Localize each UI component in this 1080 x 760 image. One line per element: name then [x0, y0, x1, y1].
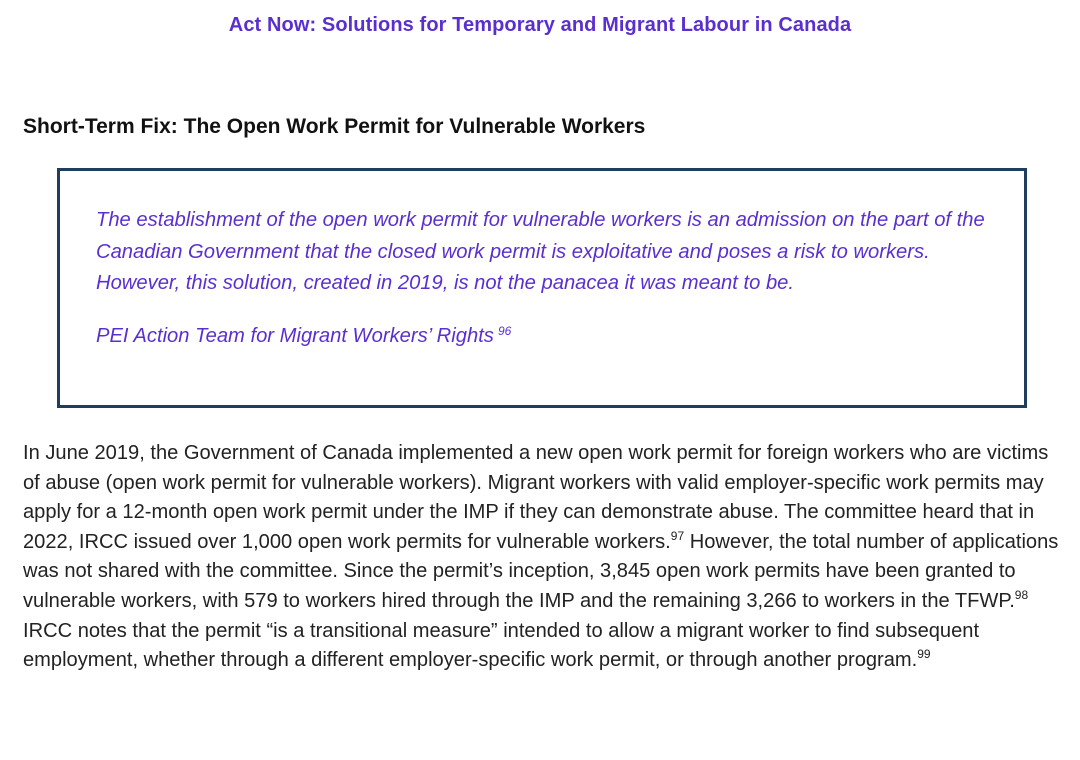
footnote-ref-96: 96	[497, 323, 512, 338]
body-text-segment-1: In June 2019, the Government of Canada implemented a new open work permit for foreign workers who are victims of abuse (open work permit for vulnerable workers). Migrant workers with valid employer-specific work permits may apply for a 12-month open work permit under the IMP if they can demonstrate abuse. The committee heard that in 2022, IRCC issued over 1,000 open work permits for vulnerable workers.	[23, 442, 1049, 553]
footnote-ref-97: 97	[670, 528, 685, 543]
pull-quote-source-name: PEI Action Team for Migrant Workers’ Rights	[96, 324, 494, 347]
pull-quote-text: The establishment of the open work permit for vulnerable workers is an admission on the part of the Canadian Government that the closed work permit is exploitative and poses a risk to workers. However, this solution, created in 2019, is not the panacea it was meant to be.	[96, 209, 985, 294]
body-text-segment-3: IRCC notes that the permit “is a transitional measure” intended to allow a migrant worker to find subsequent employment, whether through a different employer-specific work permit, or through another program.	[23, 619, 980, 672]
body-text-segment-2: However, the total number of applications was not shared with the committee. Since the permit’s inception, 3,845 open work permits have been granted to vulnerable workers, with 579 to workers hired through the IMP and the remaining 3,266 to workers in the TFWP.	[23, 530, 1059, 612]
body-paragraph	[23, 439, 1063, 676]
section-heading: Short-Term Fix: The Open Work Permit for Vulnerable Workers	[23, 115, 646, 138]
footnote-ref-98: 98	[1014, 587, 1029, 602]
footnote-ref-99: 99	[917, 647, 931, 662]
pull-quote-box	[57, 168, 1027, 408]
pull-quote-source	[96, 322, 988, 350]
running-header-title: Act Now: Solutions for Temporary and Migrant Labour in Canada	[228, 14, 852, 36]
